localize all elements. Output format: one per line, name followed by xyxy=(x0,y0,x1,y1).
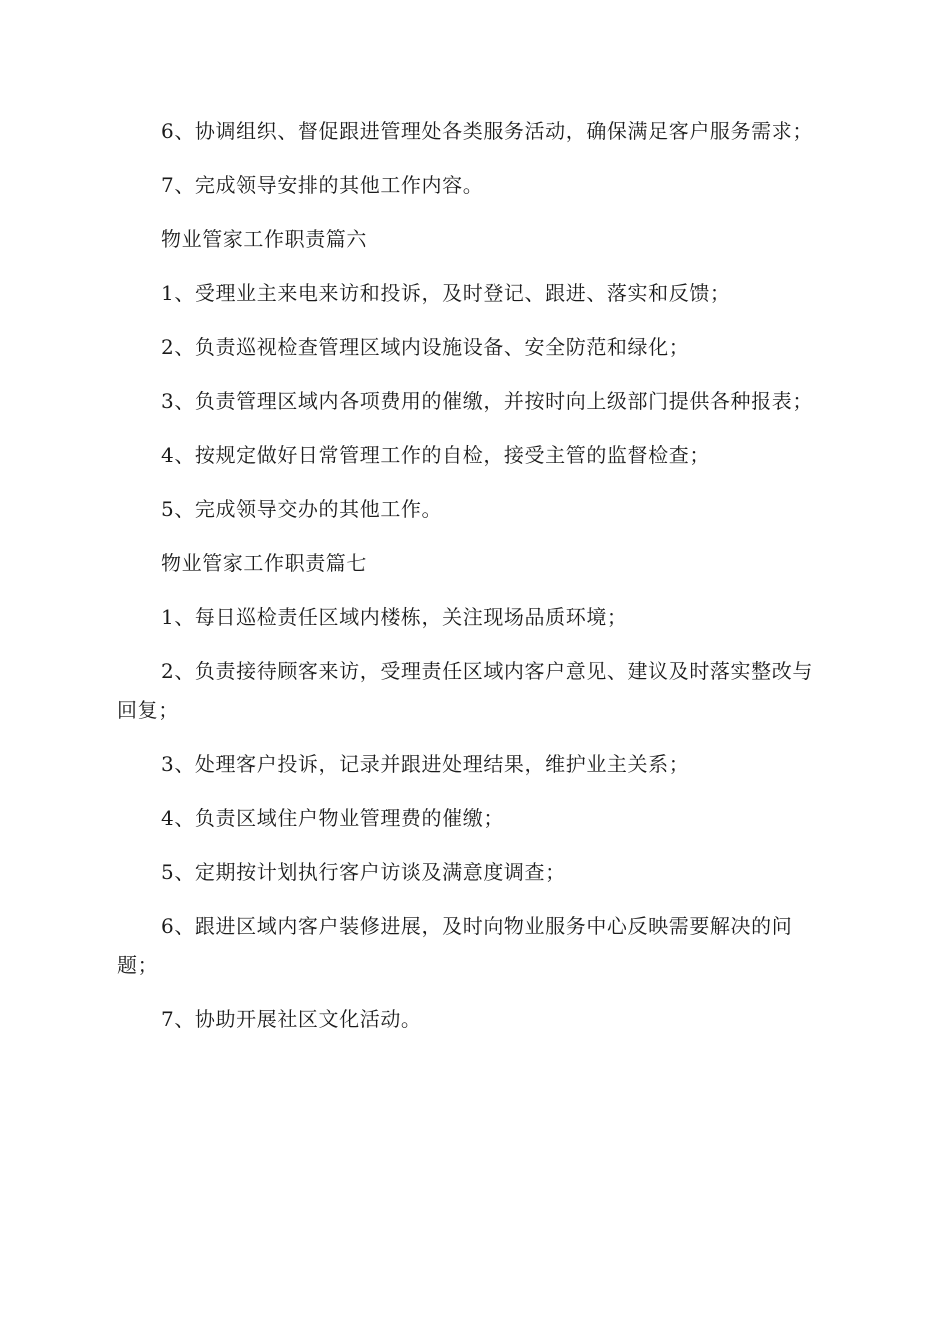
paragraph-item-1-daily-inspection: 1、每日巡检责任区域内楼栋，关注现场品质环境； xyxy=(161,605,628,629)
paragraph-item-6-coordinate: 6、协调组织、督促跟进管理处各类服务活动，确保满足客户服务需求； xyxy=(161,119,813,143)
paragraph-item-2-patrol: 2、负责巡视检查管理区域内设施设备、安全防范和绿化； xyxy=(161,335,690,359)
paragraph-item-4-management-fee: 4、负责区域住户物业管理费的催缴； xyxy=(161,806,504,830)
paragraph-item-3-complaints: 3、处理客户投诉，记录并跟进处理结果，维护业主关系； xyxy=(161,752,690,776)
paragraph-item-4-self-check: 4、按规定做好日常管理工作的自检，接受主管的监督检查； xyxy=(161,443,710,467)
document-body xyxy=(117,112,829,1054)
paragraph-item-1-handle-calls: 1、受理业主来电来访和投诉，及时登记、跟进、落实和反馈； xyxy=(161,281,731,305)
paragraph-item-5-satisfaction-survey: 5、定期按计划执行客户访谈及满意度调查； xyxy=(161,860,566,884)
paragraph-item-2-receive-visitors: 2、负责接待顾客来访，受理责任区域内客户意见、建议及时落实整改与回复； xyxy=(117,659,813,722)
paragraph-item-3-fee-collection: 3、负责管理区域内各项费用的催缴，并按时向上级部门提供各种报表； xyxy=(161,389,813,413)
paragraph-item-5-other-work: 5、完成领导交办的其他工作。 xyxy=(161,497,443,521)
paragraph-item-7-complete-tasks: 7、完成领导安排的其他工作内容。 xyxy=(161,173,484,197)
paragraph-item-7-community-activities: 7、协助开展社区文化活动。 xyxy=(161,1007,422,1031)
section-heading-part-7: 物业管家工作职责篇七 xyxy=(161,551,367,575)
paragraph-item-6-renovation: 6、跟进区域内客户装修进展，及时向物业服务中心反映需要解决的问题； xyxy=(117,914,793,977)
section-heading-part-6: 物业管家工作职责篇六 xyxy=(161,227,367,251)
